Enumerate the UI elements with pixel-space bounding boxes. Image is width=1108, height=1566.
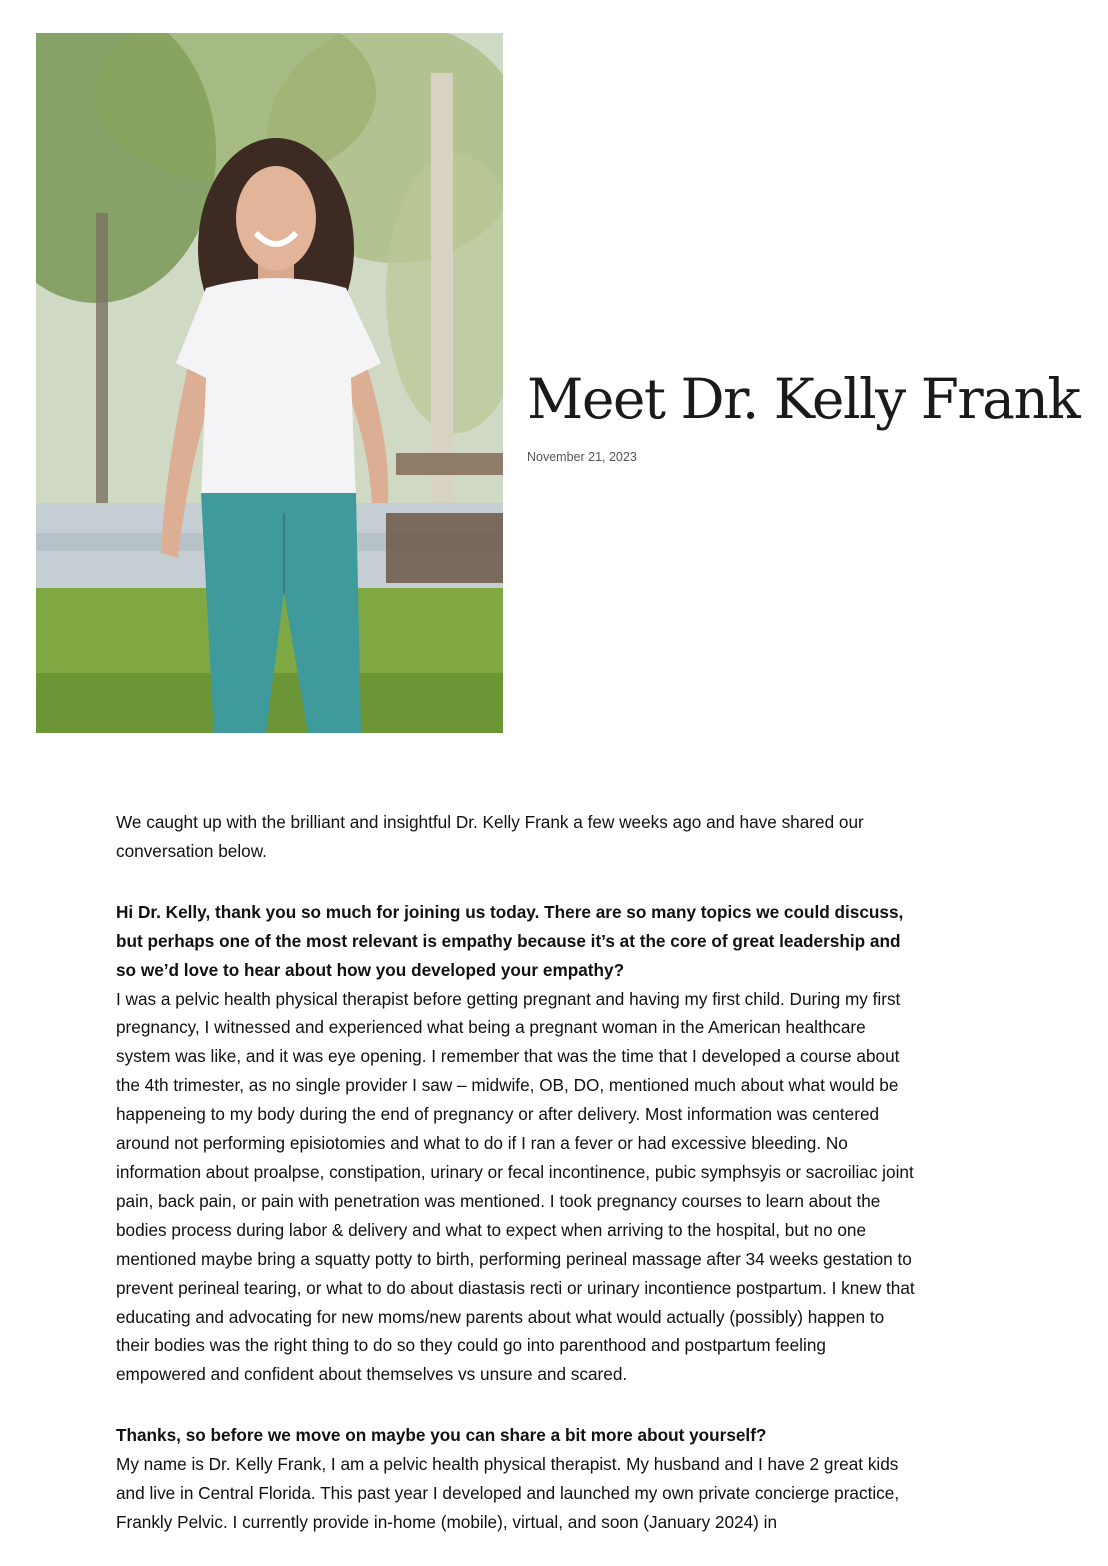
interview-question: Hi Dr. Kelly, thank you so much for joining us today. There are so many topics we could discuss, but perhaps one of the most relevant is empathy because it’s at the core of great leadership and so we’d love to hear about how you developed your empathy?: [116, 901, 904, 980]
article-intro: We caught up with the brilliant and insightful Dr. Kelly Frank a few weeks ago and have shared our conversation below.: [116, 812, 864, 861]
hero-header: [527, 362, 1087, 466]
paragraph-gap: [116, 866, 916, 898]
interview-answer: I was a pelvic health physical therapist before getting pregnant and having my first child. During my first pregnancy, I witnessed and experienced what being a pregnant woman in the American healthcare system was like, and it was eye opening. I remember that was the time that I developed a course about the 4th trimester, as no single provider I saw – midwife, OB, DO, mentioned much about what would be happeneing to my body during the end of pregnancy or after delivery. Most information was centered around not performing episiotomies and what to do if I ran a fever or had excessive bleeding. No information about proalpse, constipation, urinary or fecal incontinence, pubic symphsyis or sacroiliac joint pain, back pain, or pain with penetration was mentioned. I took pregnancy courses to learn about the bodies process during labor & delivery and what to expect when arriving to the hospital, but no one mentioned maybe bring a squatty potty to birth, performing perineal massage after 34 weeks gestation to prevent perineal tearing, or what to do about diastasis recti or urinary incontience postpartum. I knew that educating and advocating for new moms/new parents about what would actually (possibly) happen to their bodies was the right thing to do so they could go into parenthood and postpartum feeling empowered and confident about themselves vs unsure and scared.: [116, 988, 915, 1385]
post-date: November 21, 2023: [527, 450, 637, 464]
interview-question: Thanks, so before we move on maybe you can share a bit more about yourself?: [116, 1425, 767, 1446]
paragraph-gap: [116, 1389, 916, 1421]
hero-photo: [36, 33, 503, 733]
article-body: [116, 808, 916, 1537]
page-title: Meet Dr. Kelly Frank: [527, 367, 1080, 431]
portrait-photo-icon: [36, 33, 503, 733]
interview-answer: My name is Dr. Kelly Frank, I am a pelvic health physical therapist. My husband and I have 2 great kids and live in Central Florida. This past year I developed and launched my own private concierge practice, Frankly Pelvic. I currently provide in-home (mobile), virtual, and soon (January 2024) in: [116, 1454, 900, 1532]
